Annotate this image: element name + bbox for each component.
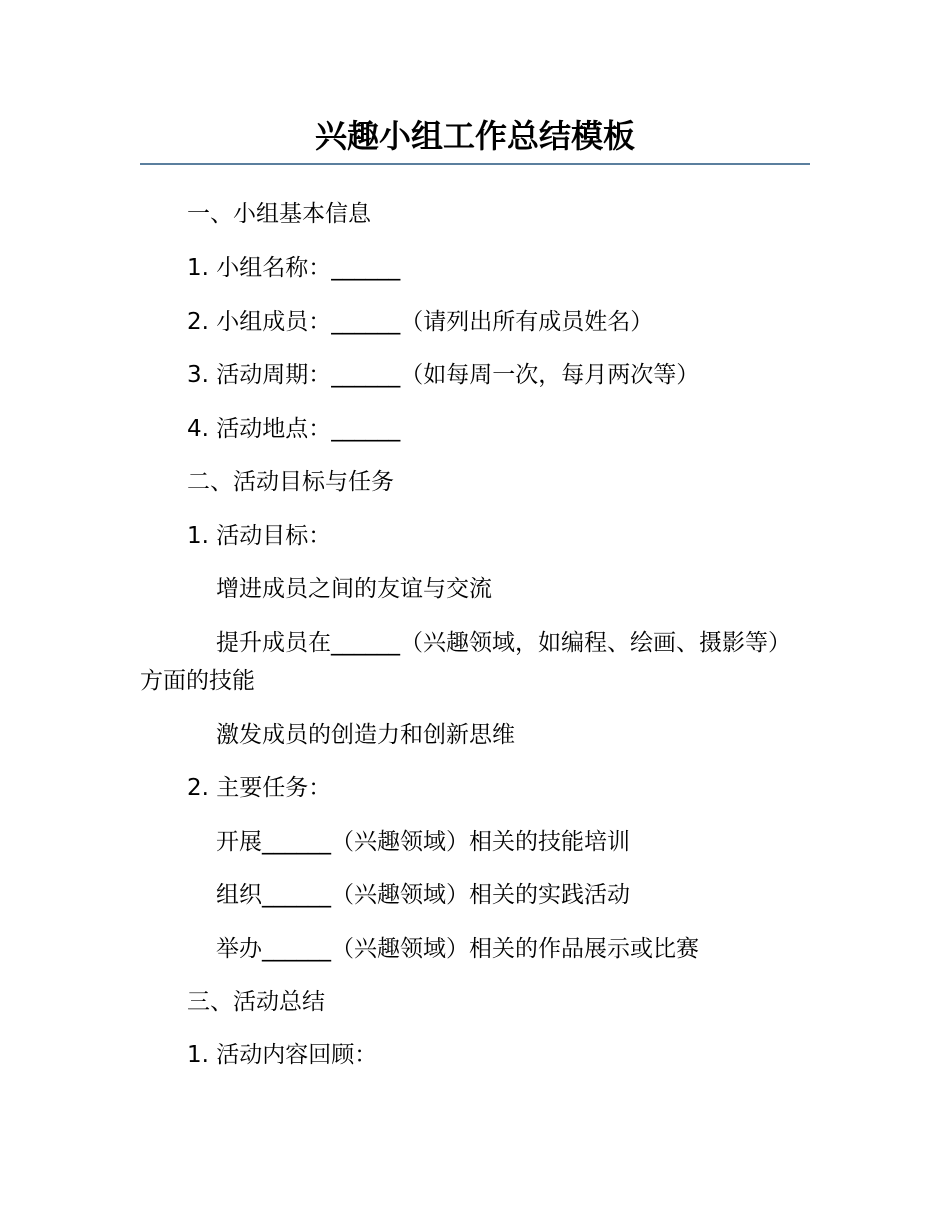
- section-heading-goals-tasks: 二、活动目标与任务: [187, 469, 394, 495]
- task-item-practice: 组织______（兴趣领域）相关的实践活动: [216, 882, 630, 908]
- document-title: 兴趣小组工作总结模板: [314, 117, 635, 155]
- task-item-training: 开展______（兴趣领域）相关的技能培训: [216, 829, 630, 855]
- goal-item-creativity: 激发成员的创造力和创新思维: [216, 722, 515, 748]
- list-item-group-members: 2. 小组成员：______（请列出所有成员姓名）: [187, 309, 654, 335]
- section-heading-summary: 三、活动总结: [187, 989, 325, 1015]
- goal-item-friendship: 增进成员之间的友谊与交流: [216, 576, 492, 602]
- task-item-showcase: 举办______（兴趣领域）相关的作品展示或比赛: [216, 936, 699, 962]
- list-item-group-name: 1. 小组名称：______: [187, 255, 401, 281]
- list-item-main-tasks: 2. 主要任务：: [187, 775, 332, 801]
- title-divider: [140, 163, 810, 165]
- list-item-activity-period: 3. 活动周期：______（如每周一次，每月两次等）: [187, 362, 700, 388]
- goal-item-skills: 提升成员在______（兴趣领域，如编程、绘画、摄影等）方面的技能: [140, 630, 791, 694]
- list-item-activity-location: 4. 活动地点：______: [187, 416, 401, 442]
- list-item-activity-goals: 1. 活动目标：: [187, 523, 332, 549]
- section-heading-basic-info: 一、小组基本信息: [187, 201, 371, 227]
- list-item-content-review: 1. 活动内容回顾：: [187, 1042, 378, 1068]
